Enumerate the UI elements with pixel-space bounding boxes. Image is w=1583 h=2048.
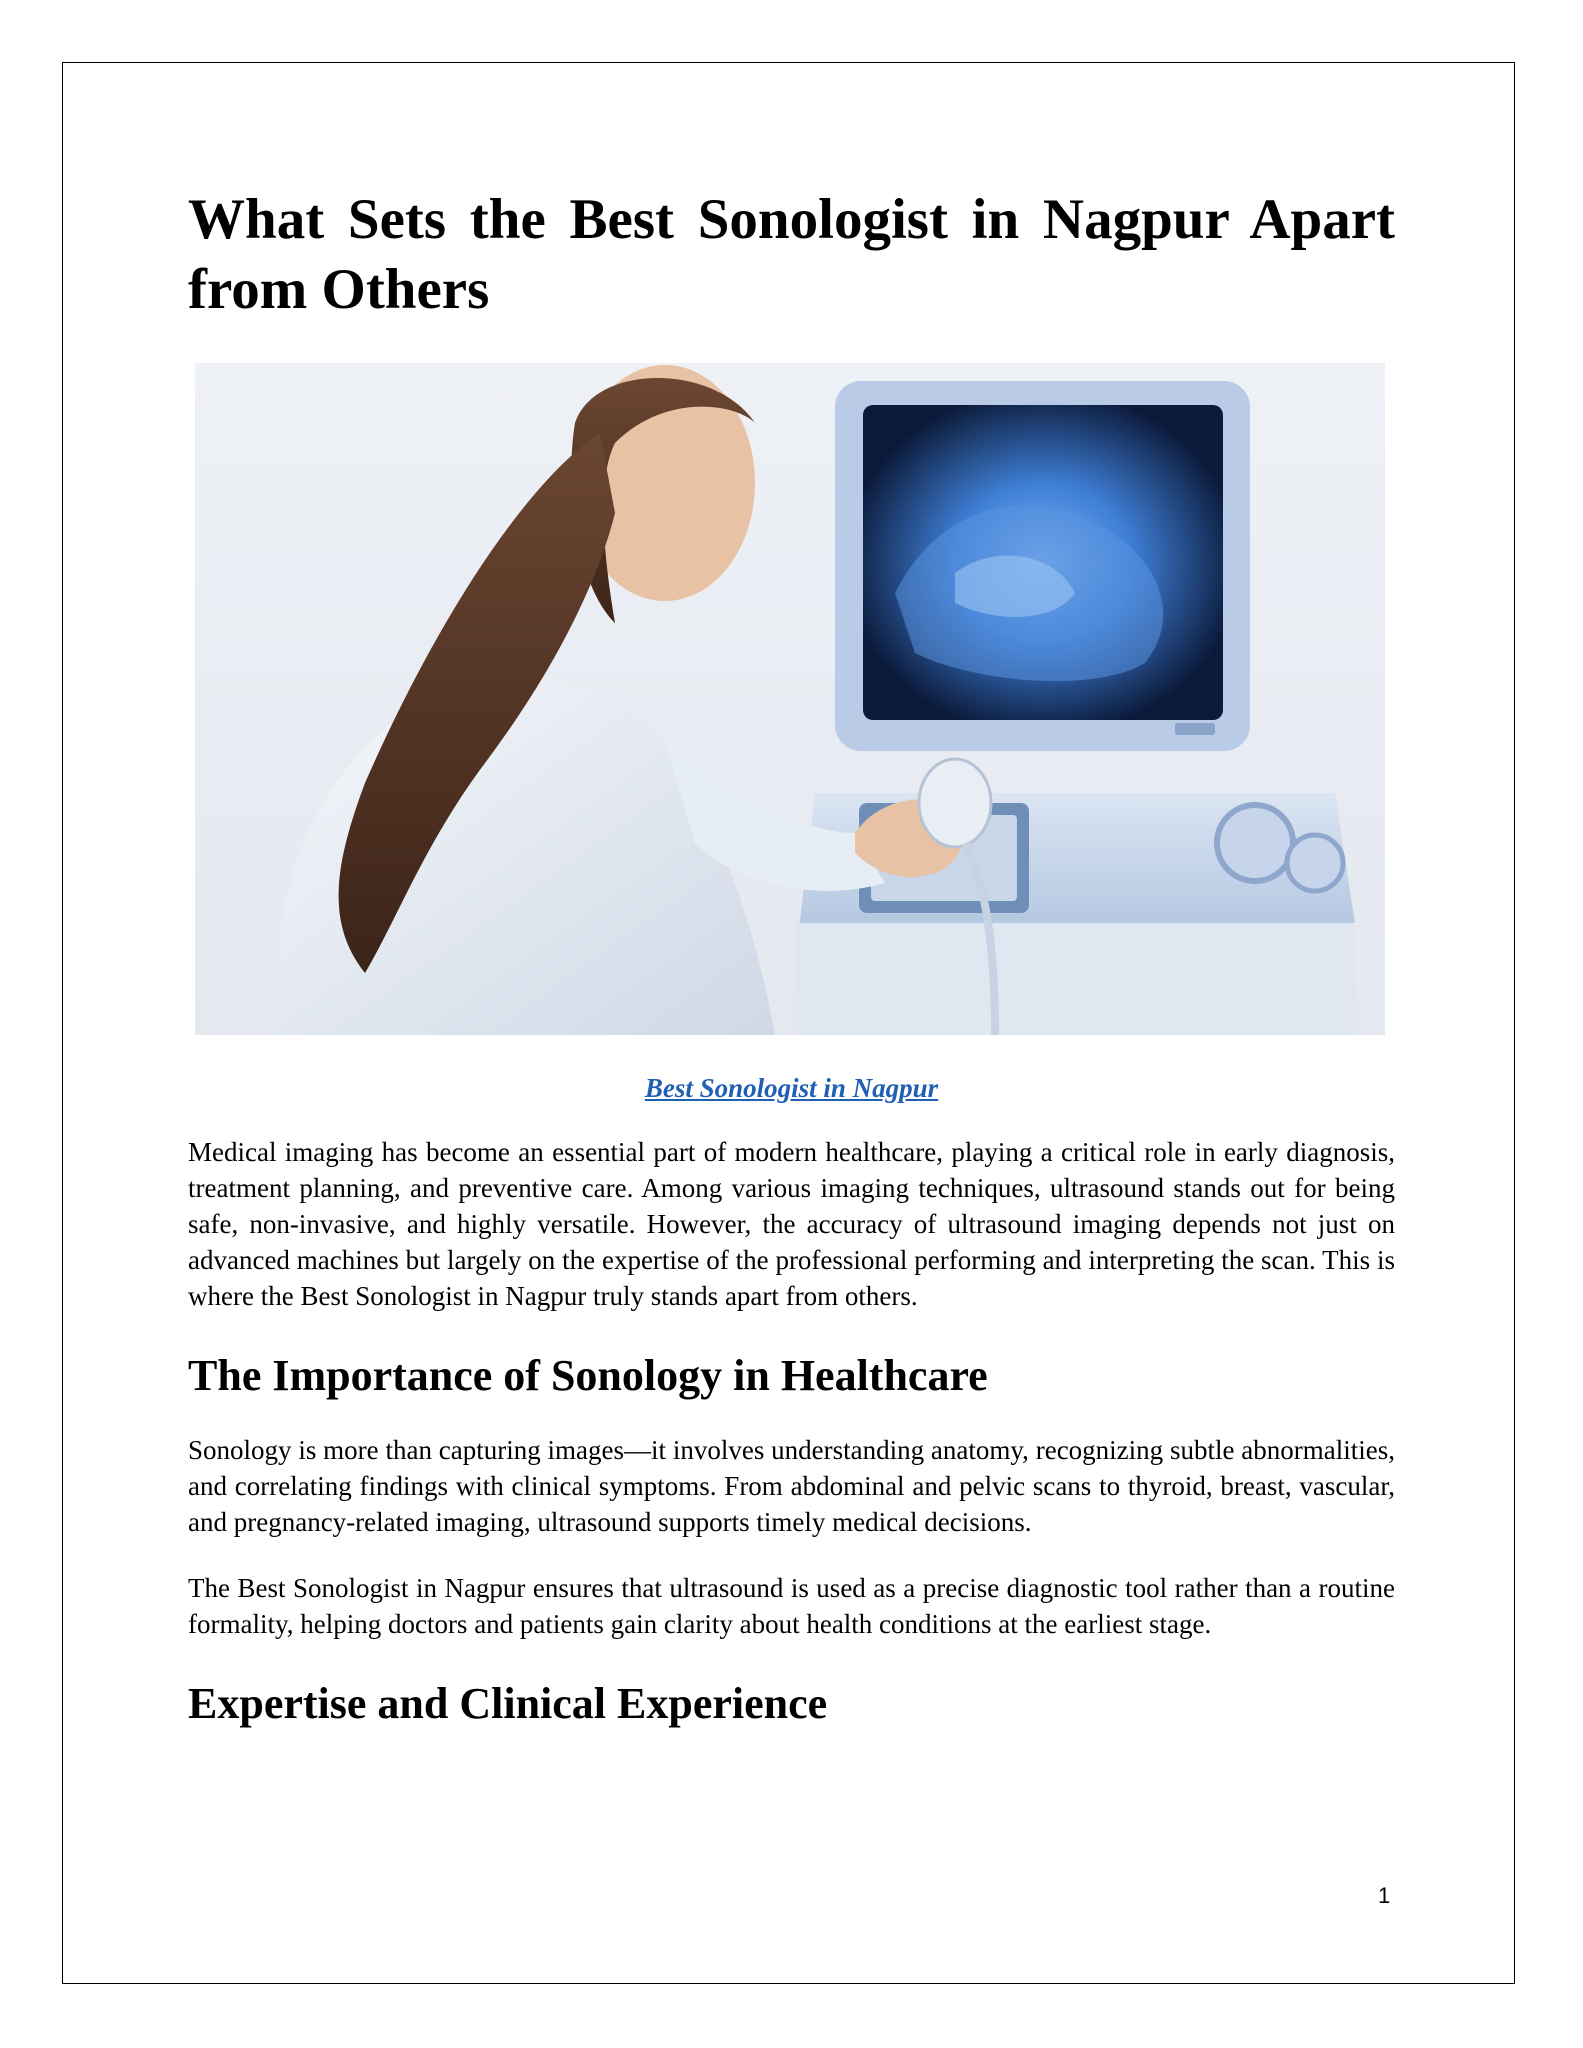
sonologist-photo [195, 363, 1385, 1035]
ultrasound-monitor [835, 381, 1250, 751]
image-caption [188, 1073, 1395, 1104]
page-number: 1 [1378, 1883, 1391, 1908]
section1-paragraph-2: The Best Sonologist in Nagpur ensures that ultrasound is used as a precise diagnostic tool rather than a routine formality, helping doctors and patients gain clarity about health conditions at the earliest stage. [188, 1573, 1395, 1639]
page-title: What Sets the Best Sonologist in Nagpur Apart from Others [188, 188, 1395, 321]
page-content [188, 185, 1395, 1730]
section-heading-expertise: Expertise and Clinical Experience [188, 1679, 828, 1728]
section-heading-importance: The Importance of Sonology in Healthcare [188, 1351, 988, 1400]
ultrasound-scene-illustration [195, 363, 1385, 1035]
intro-paragraph: Medical imaging has become an essential part of modern healthcare, playing a critical role in early diagnosis, treatment planning, and preventive care. Among various imaging techniques, ultrasound stands out for being safe, non-invasive, and highly versatile. However, the accuracy of ultrasound imaging depends not just on advanced machines but largely on the expertise of the professional performing and interpreting the scan. This is where the Best Sonologist in Nagpur truly stands apart from others. [188, 1137, 1395, 1311]
section1-paragraph-1: Sonology is more than capturing images—it involves understanding anatomy, recognizing subtle abnormalities, and correlating findings with clinical symptoms. From abdominal and pelvic scans to thyroid, breast, vascular, and pregnancy-related imaging, ultrasound supports timely medical decisions. [188, 1435, 1395, 1537]
caption-link[interactable]: Best Sonologist in Nagpur [644, 1073, 939, 1103]
